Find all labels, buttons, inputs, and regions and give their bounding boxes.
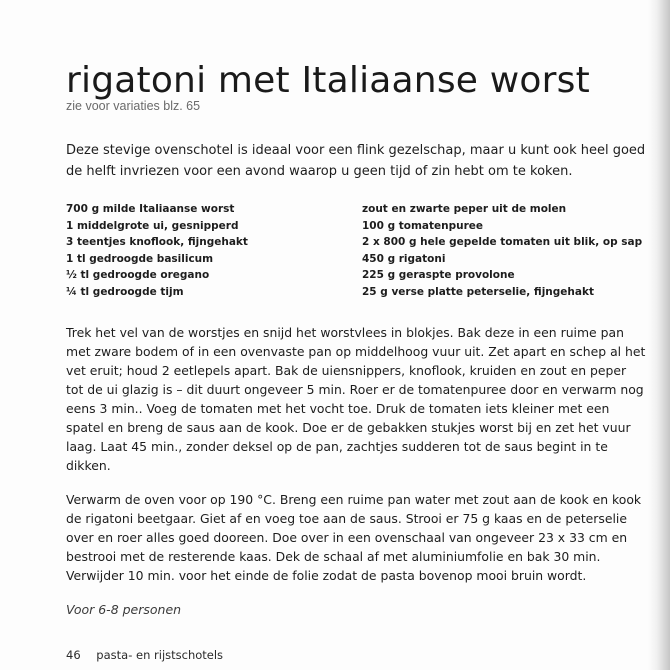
ingredient-item: 2 x 800 g hele gepelde tomaten uit blik, op sap [362,236,643,248]
ingredient-item: 450 g rigatoni [362,252,446,265]
page-footer [66,648,223,662]
method-step-2: Verwarm de oven voor op 190 °C. Breng een ruime pan water met zout aan de kook en kook de rigatoni beetgaar. Giet af en voeg toe aan de saus. Strooi er 75 g kaas en de peterselie over en roer alles goed dooreen. Doe over in een ovenschaal van ongeveer 23 x 33 cm en bestrooi met de resterende kaas. Dek de schaal af met aluminiumfolie en bak 30 min. Verwijder 10 min. voor het einde de folie zodat de pasta bovenop mooi bruin wordt. [66,492,642,583]
recipe-intro: Deze stevige ovenschotel is ideaal voor een flink gezelschap, maar u kunt ook heel goed de helft invriezen voor een avond waarop u geen tijd of zin hebt om te koken. [66,143,646,179]
serving-note: Voor 6-8 personen [66,602,182,617]
ingredient-item: 1 middelgrote ui, gesnipperd [66,219,239,232]
ingredient-item: 225 g geraspte provolone [362,269,515,281]
ingredient-item: 25 g verse platte peterselie, fijngehakt [362,285,594,298]
page-number: 46 [66,648,81,662]
ingredient-item: 100 g tomatenpuree [362,219,484,232]
ingredients-column-right [362,201,652,300]
ingredient-item: 1 tl gedroogde basilicum [66,252,214,265]
method-step-1: Trek het vel van de worstjes en snijd het worstvlees in blokjes. Bak deze in een ruime pan met zware bodem of in een ovenvaste pan op middelhoog vuur uit. Zet apart en schep al het vet eruit; houd 2 eetlepels apart. Bak de uiensnippers, knoflook, kruiden en zout en peper tot de ui glazig is – dit duurt ongeveer 5 min. Roer er de tomatenpuree door en verwarm nog eens 3 min.. Voeg de tomaten met het vocht toe. Druk de tomaten iets kleiner met een spatel en breng de saus aan de kook. Doe er de gebakken stukjes worst bij en zet het vuur laag. Laat 45 min., zonder deksel op de pan, zachtjes sudderen tot de saus begint in te dikken. [66,325,646,473]
ingredient-item: 3 teentjes knoflook, fijngehakt [66,236,248,248]
ingredients-column-left [66,201,356,300]
recipe-title: rigatoni met Italiaanse worst [66,60,590,102]
variation-note: zie voor variaties blz. 65 [66,99,201,113]
ingredient-item: ½ tl gedroogde oregano [66,269,210,281]
page-gutter-shadow [648,0,670,670]
section-name: pasta- en rijstschotels [96,648,224,662]
ingredient-item: zout en zwarte peper uit de molen [362,203,567,215]
ingredient-item: 700 g milde Italiaanse worst [66,203,235,215]
ingredient-item: ¼ tl gedroogde tijm [66,285,184,298]
